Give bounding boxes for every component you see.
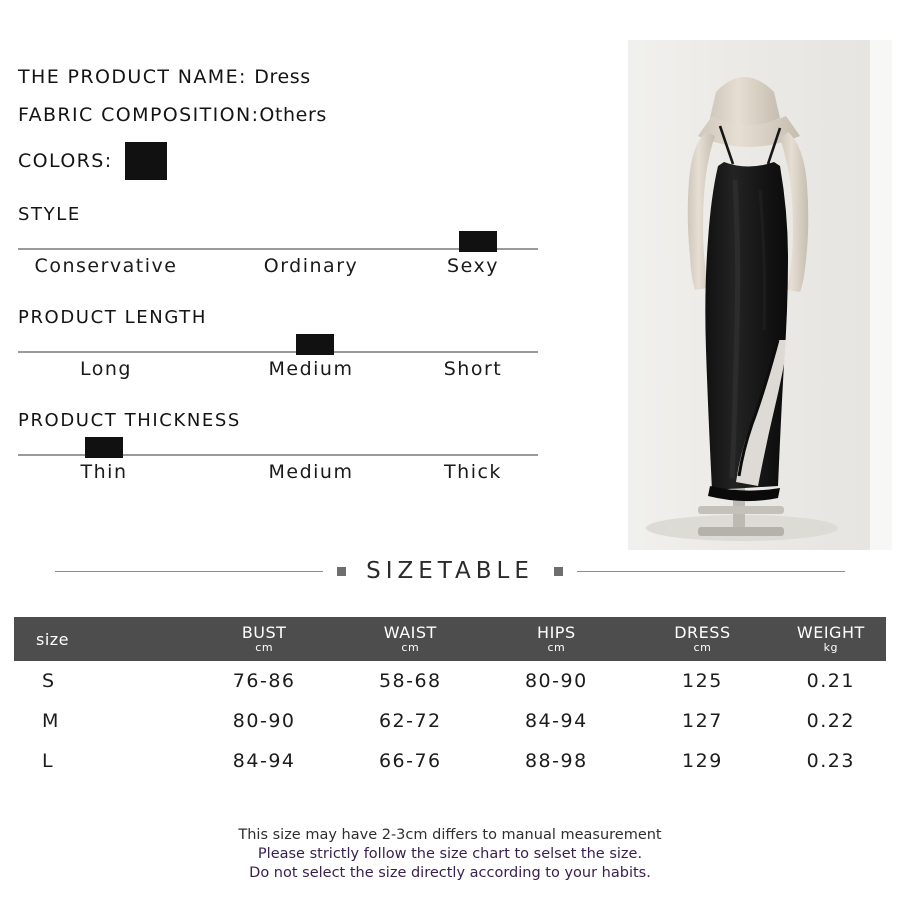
- scale-product-length-bar: [18, 334, 578, 358]
- heading-square-left: [337, 567, 346, 576]
- dress-on-mannequin-illustration: [602, 40, 892, 550]
- cell-bust: 80-90: [232, 710, 296, 732]
- cell-hips: 84-94: [524, 710, 588, 732]
- scale-product-length-option-1[interactable]: Medium: [268, 358, 354, 380]
- header-hips-main: HIPS: [537, 623, 576, 642]
- cell-size: S: [42, 670, 56, 692]
- scale-style-labels: [18, 255, 538, 285]
- cell-dress: 125: [682, 670, 723, 692]
- cell-size: M: [42, 710, 60, 732]
- header-dress-sub: cm: [693, 641, 712, 654]
- cell-weight: 0.21: [806, 670, 855, 692]
- scale-product-thickness-bar: [18, 437, 578, 461]
- scale-product-length-option-0[interactable]: Long: [80, 358, 132, 380]
- scale-style: [18, 204, 578, 285]
- heading-rule-left: [55, 571, 323, 572]
- scale-style-marker: [459, 231, 497, 252]
- header-weight: [776, 617, 886, 661]
- scale-product-thickness-marker: [85, 437, 123, 458]
- cell-waist: 58-68: [378, 670, 442, 692]
- colors-label: COLORS:: [18, 150, 113, 172]
- heading-square-right: [554, 567, 563, 576]
- header-dress: [629, 617, 775, 661]
- cell-waist: 66-76: [378, 750, 442, 772]
- product-name-value: Dress: [254, 66, 311, 88]
- scale-style-option-2[interactable]: Sexy: [447, 255, 499, 277]
- measurement-notes: [0, 826, 900, 883]
- product-name-row: [18, 66, 578, 88]
- fabric-composition-label: FABRIC COMPOSITION:: [18, 104, 260, 126]
- header-weight-main: WEIGHT: [796, 623, 865, 642]
- cell-hips: 80-90: [524, 670, 588, 692]
- size-table-head: [14, 617, 886, 661]
- scale-product-thickness-title: PRODUCT THICKNESS: [18, 410, 241, 431]
- note-line-2: Please strictly follow the size chart to selset the size.: [257, 846, 643, 862]
- heading-rule-right: [577, 571, 845, 572]
- scale-product-length-rule: [18, 351, 538, 353]
- cell-dress: 129: [682, 750, 723, 772]
- header-waist-main: WAIST: [383, 623, 437, 642]
- cell-size: L: [42, 750, 54, 772]
- table-row: [14, 741, 886, 781]
- size-table: [14, 617, 886, 781]
- scale-product-thickness: [18, 410, 578, 491]
- fabric-composition-value: Others: [259, 104, 327, 126]
- scale-style-option-1[interactable]: Ordinary: [263, 255, 359, 277]
- sizetable-heading: [0, 558, 900, 584]
- scale-product-length: [18, 307, 578, 388]
- product-spec-panel: [18, 66, 578, 491]
- note-line-1: This size may have 2-3cm differs to manual measurement: [238, 827, 662, 843]
- scale-product-thickness-option-0[interactable]: Thin: [80, 461, 128, 483]
- header-bust-main: BUST: [241, 623, 287, 642]
- product-name-label: THE PRODUCT NAME:: [18, 66, 247, 88]
- scale-product-thickness-option-1[interactable]: Medium: [268, 461, 354, 483]
- cell-dress: 127: [682, 710, 723, 732]
- header-waist: [337, 617, 483, 661]
- scale-product-thickness-option-2[interactable]: Thick: [444, 461, 502, 483]
- scale-style-option-0[interactable]: Conservative: [34, 255, 178, 277]
- header-bust: [191, 617, 337, 661]
- fabric-composition-row: [18, 104, 578, 126]
- scale-product-length-marker: [296, 334, 334, 355]
- header-size-main: size: [36, 629, 70, 649]
- header-dress-main: DRESS: [674, 623, 731, 642]
- scale-style-bar: [18, 231, 578, 255]
- cell-weight: 0.23: [806, 750, 855, 772]
- header-hips: [483, 617, 629, 661]
- table-row: [14, 701, 886, 741]
- cell-bust: 76-86: [232, 670, 296, 692]
- scale-style-title: STYLE: [18, 204, 81, 225]
- scale-product-thickness-labels: [18, 461, 538, 491]
- header-weight-sub: kg: [823, 641, 838, 654]
- cell-hips: 88-98: [524, 750, 588, 772]
- scale-product-length-labels: [18, 358, 538, 388]
- scale-product-length-title: PRODUCT LENGTH: [18, 307, 207, 328]
- cell-weight: 0.22: [806, 710, 855, 732]
- size-table-header-row: [14, 617, 886, 661]
- cell-waist: 62-72: [378, 710, 442, 732]
- header-size: [14, 617, 191, 661]
- product-photo: [602, 40, 892, 550]
- table-row: [14, 661, 886, 701]
- cell-bust: 84-94: [232, 750, 296, 772]
- sizetable-heading-text: SIZETABLE: [366, 558, 534, 584]
- note-line-3: Do not select the size directly according to your habits.: [249, 865, 651, 881]
- header-hips-sub: cm: [547, 641, 566, 654]
- color-swatch-black: [125, 142, 167, 180]
- header-waist-sub: cm: [401, 641, 420, 654]
- scale-product-length-option-2[interactable]: Short: [443, 358, 503, 380]
- colors-row: [18, 142, 578, 180]
- size-table-body: [14, 661, 886, 781]
- header-bust-sub: cm: [255, 641, 274, 654]
